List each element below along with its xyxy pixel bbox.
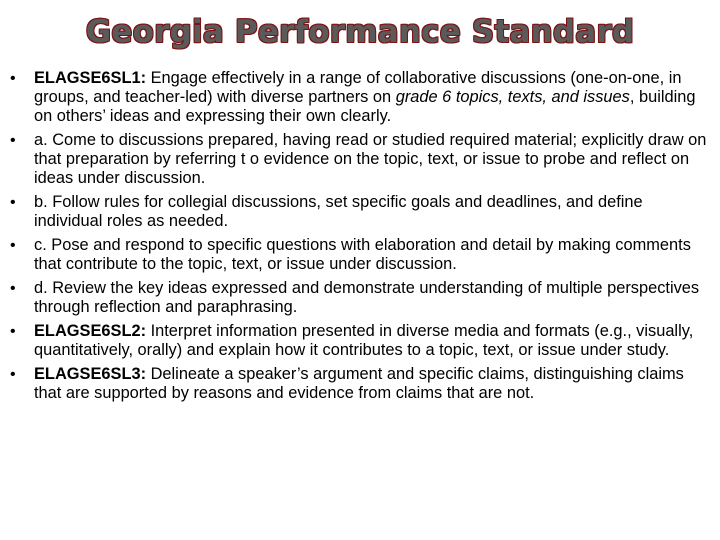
list-item (10, 322, 710, 360)
standards-list (10, 69, 710, 408)
bullet-text: Delineate a speaker’s argument and specific claims, distinguishing claims that are supported by reasons and evidence from claims that are not. (34, 365, 684, 402)
bullet-text: d. Review the key ideas expressed and demonstrate understanding of multiple perspectives through reflection and paraphrasing. (34, 279, 700, 316)
bullet-text: a. Come to discussions prepared, having read or studied required material; explicitly draw on that preparation by referring t o evidence on the topic, text, or issue to probe and reflect on ideas under discussion. (34, 131, 707, 187)
list-item (10, 365, 710, 403)
list-item (10, 131, 710, 188)
standard-code: ELAGSE6SL3: (34, 365, 147, 383)
list-item (10, 193, 710, 231)
list-item (10, 279, 710, 317)
standard-code: ELAGSE6SL1: (34, 69, 147, 87)
bullet-text: b. Follow rules for collegial discussions, set specific goals and deadlines, and define individual roles as needed. (34, 193, 643, 230)
bullet-text-end: , building on others’ ideas and expressing their own clearly. (34, 88, 696, 125)
slide-title: Georgia Performance Standard (85, 14, 635, 50)
list-item (10, 69, 710, 126)
bullet-text: c. Pose and respond to specific questions with elaboration and detail by making comments that contribute to the topic, text, or issue under discussion. (34, 236, 691, 273)
bullet-text: Engage effectively in a range of collaborative discussions (one-on-one, in groups, and teacher-led) with diverse partners on (34, 69, 682, 106)
standard-code: ELAGSE6SL2: (34, 322, 147, 340)
bullet-emphasis: grade 6 topics, texts, and issues (395, 88, 630, 106)
bullet-text: Interpret information presented in diverse media and formats (e.g., visually, quantitatively, orally) and explain how it contributes to a topic, text, or issue under study. (34, 322, 694, 359)
list-item (10, 236, 710, 274)
